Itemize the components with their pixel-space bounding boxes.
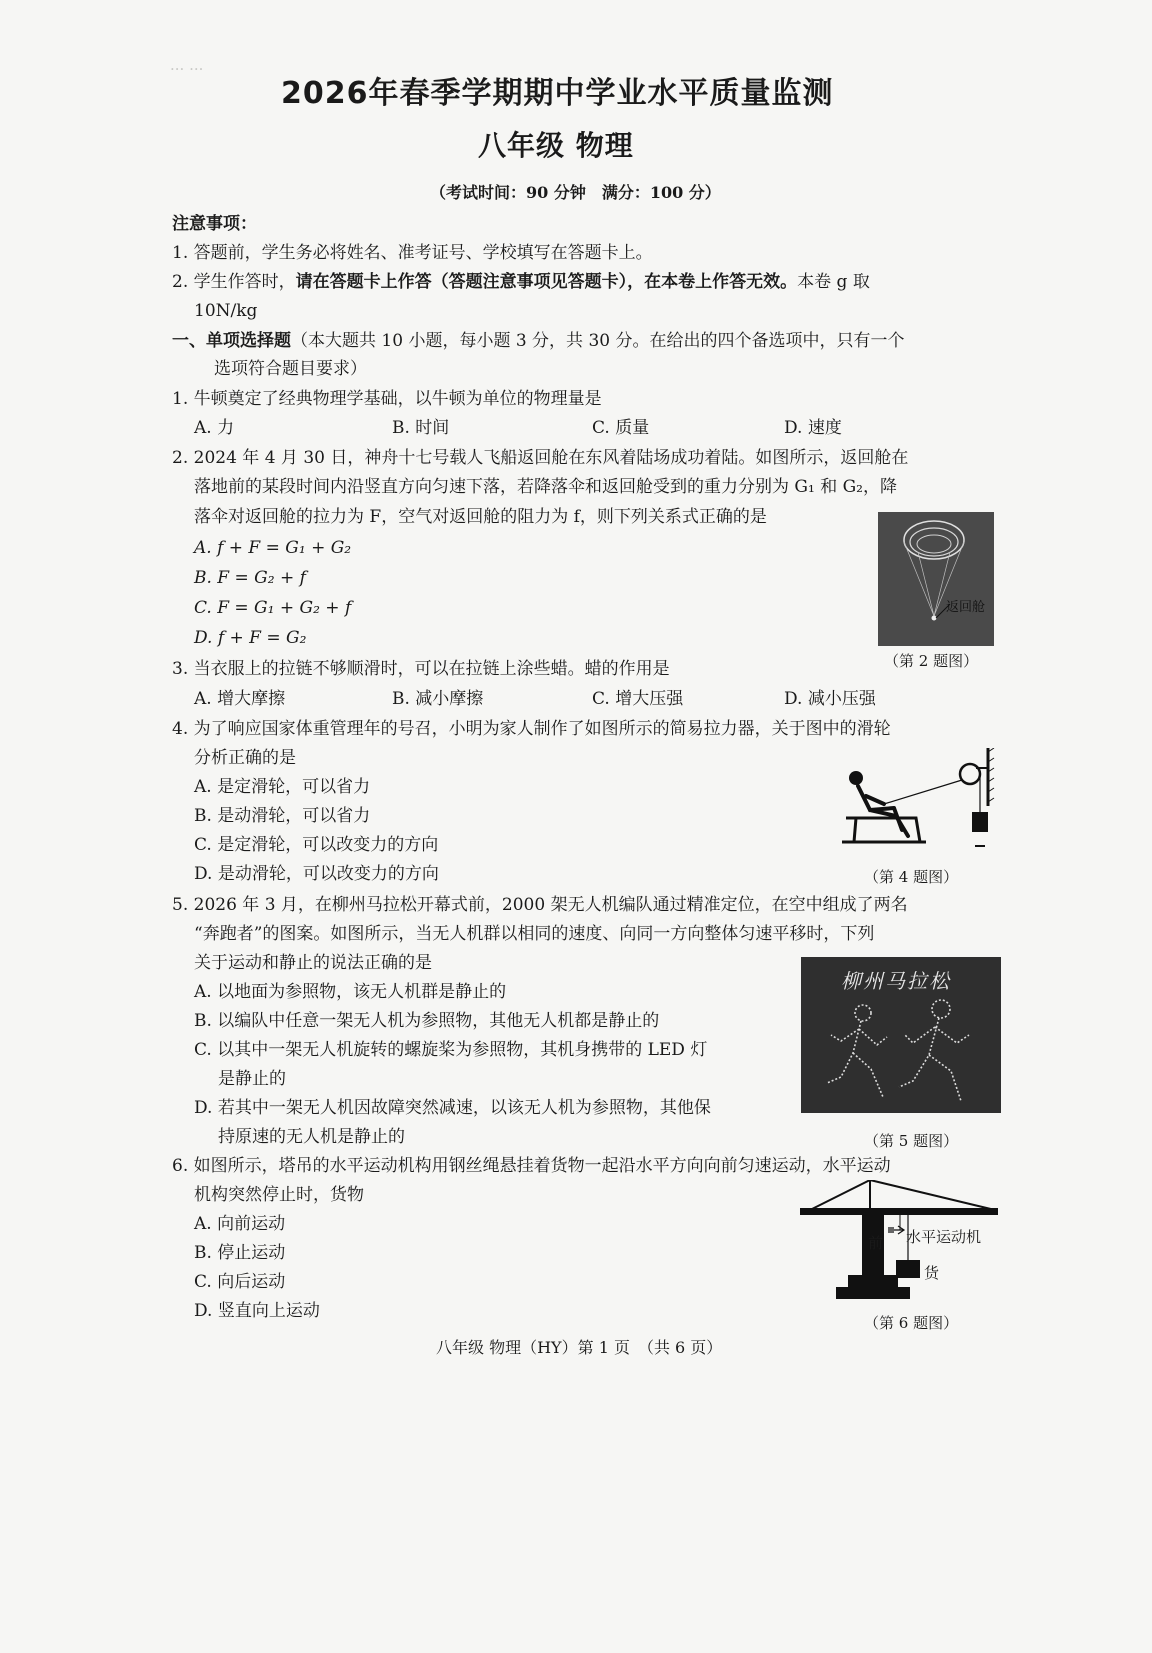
notes-item-2-emphasis: 请在答题卡上作答（答题注意事项见答题卡），在本卷上作答无效。 [295,272,798,292]
exam-info: （考试时间：90 分钟 满分：100 分） [430,183,721,202]
section-1-title: 一、单项选择题 [172,331,291,351]
q4-option-c: C. 是定滑轮，可以改变力的方向 [194,835,439,855]
q3-stem: 3. 当衣服上的拉链不够顺滑时，可以在拉链上涂些蜡。蜡的作用是 [172,659,670,679]
q2-stem-line1: 2. 2024 年 4 月 30 日，神舟十七号载人飞船返回舱在东风着陆场成功着陆。如图所示，返回舱在 [172,448,909,468]
q3-option-a: A. 增大摩擦 [194,689,286,709]
parachute-icon [878,512,994,646]
q5-figure-label: 柳州马拉松 [841,969,951,993]
q2-caption: （第 2 题图） [884,652,979,670]
q5-stem-line3: 关于运动和静止的说法正确的是 [194,953,432,973]
q6-option-b: B. 停止运动 [194,1243,286,1263]
q2-stem-line3: 落伞对返回舱的拉力为 F，空气对返回舱的阻力为 f，则下列关系式正确的是 [194,507,767,527]
q1-option-b: B. 时间 [392,418,450,438]
q3-option-b: B. 减小摩擦 [392,689,484,709]
exam-subtitle: 八年级 物理 [478,129,634,162]
q2-parachute-figure [878,512,994,646]
section-1-rules: （本大题共 10 小题，每小题 3 分，共 30 分。在给出的四个备选项中，只有一个 [291,331,905,351]
q2-option-b: B. F = G₂ + f [194,568,306,588]
weight-icon [972,812,988,832]
q5-stem-line2: “奔跑者”的图案。如图所示，当无人机群以相同的速度、向同一方向整体匀速平移时，下列 [194,924,875,944]
notes-item-2 [172,271,870,293]
notes-item-1: 1. 答题前，学生务必将姓名、准考证号、学校填写在答题卡上。 [172,243,653,263]
q6-stem-line1: 6. 如图所示，塔吊的水平运动机构用钢丝绳悬挂着货物一起沿水平方向向前匀速运动，水平运动 [172,1156,891,1176]
q1-option-a: A. 力 [194,418,235,438]
q5-option-b: B. 以编队中任意一架无人机为参照物，其他无人机都是静止的 [194,1011,660,1031]
q3-option-c: C. 增大压强 [592,689,684,709]
q5-option-c-line1: C. 以其中一架无人机旋转的螺旋桨为参照物，其机身携带的 LED 灯 [194,1040,708,1060]
page-footer: 八年级 物理（HY）第 1 页 （共 6 页） [436,1338,723,1357]
q6-figure-front-label: 前 [868,1234,884,1252]
q4-option-d: D. 是动滑轮，可以改变力的方向 [194,864,439,884]
q1-stem: 1. 牛顿奠定了经典物理学基础，以牛顿为单位的物理量是 [172,389,602,409]
q2-figure-label: 返回舱 [946,600,986,615]
q6-option-a: A. 向前运动 [194,1214,286,1234]
notes-heading: 注意事项： [172,214,257,234]
q5-option-d-line1: D. 若其中一架无人机因故障突然减速，以该无人机为参照物，其他保 [194,1098,711,1118]
q4-stem-line2: 分析正确的是 [194,748,296,768]
q4-stem-line1: 4. 为了响应国家体重管理年的号召，小明为家人制作了如图所示的简易拉力器，关于图中的滑轮 [172,719,891,739]
q5-caption: （第 5 题图） [864,1132,959,1150]
q4-option-b: B. 是动滑轮，可以省力 [194,806,371,826]
section-1-rules-cont: 选项符合题目要求） [214,359,367,379]
q5-option-a: A. 以地面为参照物，该无人机群是静止的 [194,982,507,1002]
q2-option-d: D. f + F = G₂ [194,628,307,648]
q1-option-d: D. 速度 [784,418,842,438]
notes-item-2-suffix: 本卷 g 取 [797,272,870,292]
q5-option-d-line2: 持原速的无人机是静止的 [218,1127,405,1147]
q2-stem-line2: 落地前的某段时间内沿竖直方向匀速下落，若降落伞和返回舱受到的重力分别为 G₁ 和 G₂，降 [194,477,897,497]
q3-option-d: D. 减小压强 [784,689,876,709]
q5-stem-line1: 5. 2026 年 3 月，在柳州马拉松开幕式前，2000 架无人机编队通过精准定位，在空中组成了两名 [172,895,908,915]
q4-caption: （第 4 题图） [864,868,959,886]
cargo-icon [896,1260,920,1278]
q5-drone-show-figure [801,957,1001,1113]
q4-pulley-exerciser-figure [836,748,1000,858]
arrow-right-icon [888,1226,904,1234]
q2-option-c: C. F = G₁ + G₂ + f [194,598,352,618]
q2-option-a: A. f + F = G₁ + G₂ [194,538,352,558]
q6-figure-mechanism-label: 水平运动机 [906,1228,982,1246]
bleed-through-text: ··· ··· [170,60,204,78]
q6-figure-cargo-label: 货 [924,1264,940,1282]
q6-stem-line2: 机构突然停止时，货物 [194,1185,364,1205]
pulley-icon [960,764,980,784]
q4-option-a: A. 是定滑轮，可以省力 [194,777,371,797]
q6-caption: （第 6 题图） [864,1314,959,1332]
notes-item-2-gvalue: 10N/kg [194,301,258,321]
q6-option-c: C. 向后运动 [194,1272,286,1292]
q1-option-c: C. 质量 [592,418,650,438]
exam-title: 2026年春季学期期中学业水平质量监测 [281,76,834,111]
q5-option-c-line2: 是静止的 [218,1069,286,1089]
notes-item-2-prefix: 2. 学生作答时， [172,272,296,292]
q6-option-d: D. 竖直向上运动 [194,1301,320,1321]
section-1-heading [172,330,905,352]
